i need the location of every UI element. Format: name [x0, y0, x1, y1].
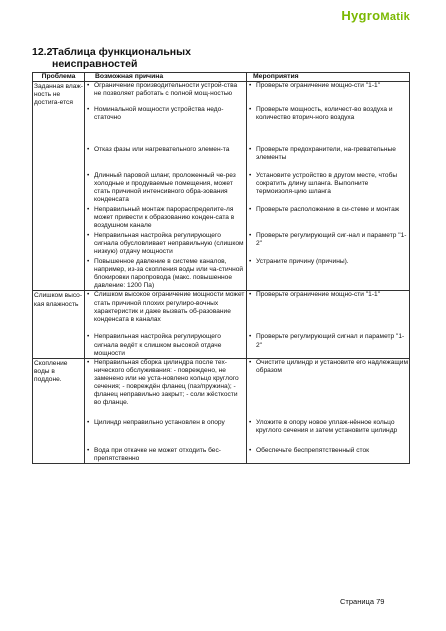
- troubleshooting-table: [32, 72, 410, 464]
- problem-cell: Скопление воды в поддоне.: [33, 358, 85, 463]
- action-item: • Очистите цилиндр и установите его надлежащим образом: [248, 359, 408, 419]
- logo-text-1: Hygro: [341, 8, 381, 23]
- cause-item: • Номинальной мощности устройства недо-статочно: [86, 106, 245, 146]
- action-item: • Проверьте расположение в си-стеме и монтаж: [248, 206, 408, 232]
- cause-item: • Слишком высокое ограничение мощности может стать причиной плохих регулиро-вочных характеристик и даже вызвать об-разование конденсата в каналах: [86, 291, 245, 333]
- cause-item: • Цилиндр неправильно установлен в опору: [86, 419, 245, 447]
- problem-cell: Заданная влаж-ность не достига-ется: [33, 82, 85, 291]
- cause-item: • Неправильная настройка регулирующего сигнала обусловливает неправильную (слишком низкую) отдачу мощности: [86, 232, 245, 258]
- action-item: • Проверьте ограничение мощно-сти "1-1": [248, 291, 408, 333]
- section-title: [32, 46, 332, 70]
- cause-item: • Неправильная сборка цилиндра после тех-нического обслуживания: - повреждено, не заменено или не уста-новлено кольцо круглого сечения; - повреждён фланец (паз/пружина); - фланец неправильно закрыт; - соли жёсткости во фланце.: [86, 359, 245, 419]
- cause-item: • Ограничение производительности устрой-ства не позволяет работать с полной мощ-ностью: [86, 82, 245, 106]
- actions-cell: [247, 358, 410, 463]
- action-item: • Обеспечьте беспрепятственный сток: [248, 447, 408, 455]
- section-title-line2: неисправностей: [52, 58, 138, 70]
- action-item: • Проверьте регулирующий сигнал и параметр "1-2": [248, 333, 408, 349]
- table-row: [33, 82, 410, 291]
- section-title-line1: Таблица функциональных: [52, 46, 191, 58]
- hygromatik-logo: [341, 8, 410, 23]
- cause-item: • Отказ фазы или нагревательного элемен-та: [86, 146, 245, 172]
- action-item: • Проверьте ограничение мощно-сти "1-1": [248, 82, 408, 106]
- action-item: • Установите устройство в другом месте, чтобы сократить длину шланга. Выполните термоизоля-цию шланга: [248, 172, 408, 206]
- action-item: • Проверьте мощность, количест-во воздуха и количество вторич-ного воздуха: [248, 106, 408, 146]
- cause-item: • Неправильный монтаж парораспределите-ля может привести к образованию конден-сата в воздушном канале: [86, 206, 245, 232]
- header-cause: Возможная причина: [85, 73, 247, 82]
- logo-text-2: Matik: [380, 11, 410, 23]
- cause-item: • Повышенное давление в системе каналов, например, из-за скопления воды или ча-стичной блокировки паропровода (макс. повышенное давление: 1200 Па): [86, 258, 245, 290]
- cause-item: • Вода при откачке не может отходить бес-препятственно: [86, 447, 245, 463]
- actions-cell: [247, 82, 410, 291]
- causes-cell: [85, 82, 247, 291]
- action-item: • Проверьте регулирующий сиг-нал и параметр "1-2": [248, 232, 408, 258]
- action-item: • Проверьте предохранители, на-гревательные элементы: [248, 146, 408, 172]
- action-item: • Уложите в опору новое уплаж-нённое кольцо круглого сечения и затем установите цилиндр: [248, 419, 408, 447]
- problem-cell: Слишком высо-кая влажность: [33, 291, 85, 358]
- actions-cell: [247, 291, 410, 358]
- cause-item: • Длинный паровой шланг, проложенный че-рез холодные и продуваемые помещения, может стать причиной интенсивного обра-зования конденсата: [86, 172, 245, 206]
- section-number: 12.2: [32, 46, 53, 58]
- table-row: [33, 358, 410, 463]
- action-item: • Устраните причину (причины).: [248, 258, 408, 266]
- causes-cell: [85, 358, 247, 463]
- table-row: [33, 291, 410, 358]
- table-header-row: [33, 73, 410, 82]
- header-problem: Проблема: [33, 73, 85, 82]
- header-action: Мероприятия: [247, 73, 410, 82]
- page-number: Страница 79: [340, 597, 385, 606]
- causes-cell: [85, 291, 247, 358]
- cause-item: • Неправильная настройка регулирующего сигнала ведёт к слишком высокой отдаче мощности: [86, 333, 245, 357]
